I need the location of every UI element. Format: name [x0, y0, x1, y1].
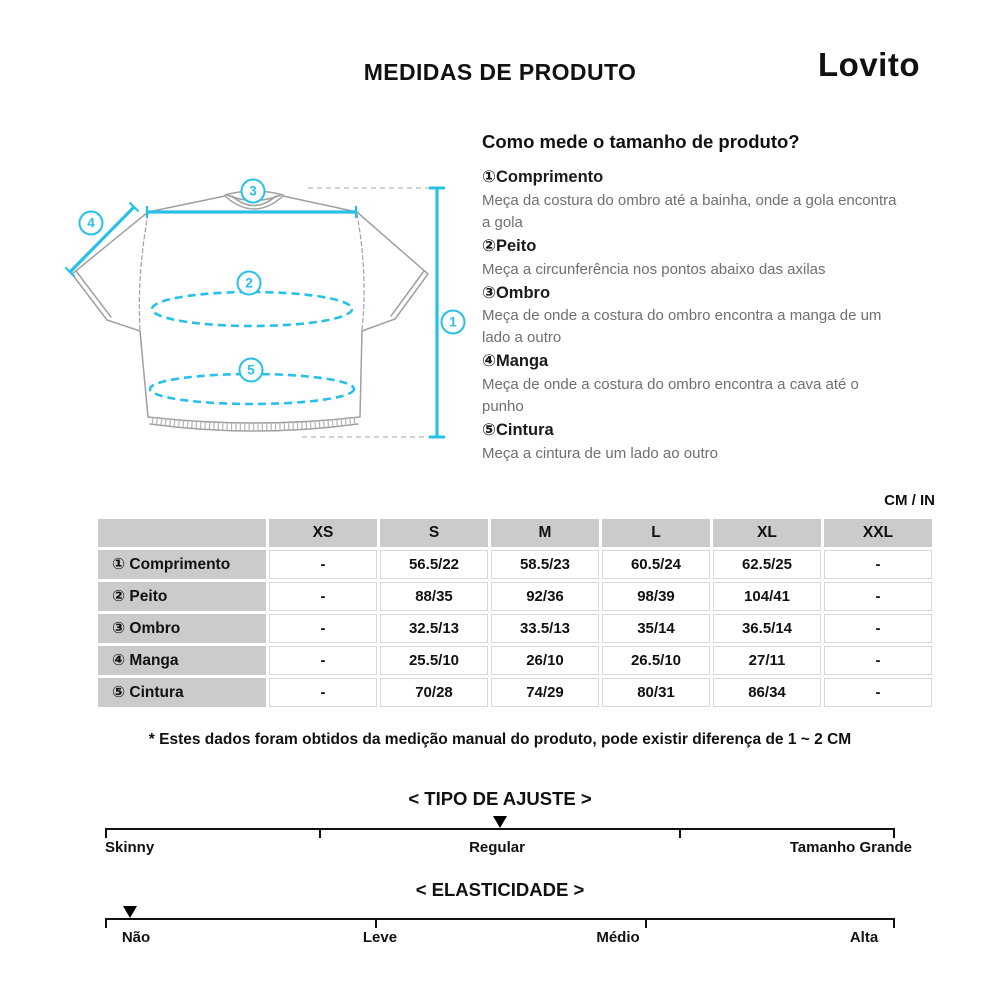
shoulder-callout-number: 3 — [249, 183, 257, 199]
size-value: 92/36 — [491, 582, 599, 611]
guide-item-peito — [482, 234, 902, 281]
guide-item-manga — [482, 349, 902, 418]
size-value: - — [824, 614, 932, 643]
guide-term: ①Comprimento — [482, 168, 604, 186]
column-header-s: S — [380, 519, 488, 547]
guide-term: ③Ombro — [482, 283, 551, 302]
size-value: 80/31 — [602, 678, 710, 707]
page-title: MEDIDAS DE PRODUTO — [363, 59, 637, 85]
column-header-m: M — [491, 519, 599, 547]
tshirt-diagram — [55, 170, 475, 455]
size-value: - — [269, 550, 377, 579]
guide-term: ⑤Cintura — [482, 421, 554, 440]
shoulder-callout — [242, 180, 265, 203]
size-value: 32.5/13 — [380, 614, 488, 643]
size-value: 70/28 — [380, 678, 488, 707]
size-value: 35/14 — [602, 614, 710, 643]
size-table — [95, 516, 935, 710]
elasticity-label-alta: Alta — [849, 929, 879, 946]
size-value: 60.5/24 — [602, 550, 710, 579]
sleeve-callout-number: 4 — [87, 215, 95, 231]
size-value: 88/35 — [380, 582, 488, 611]
guide-item-ombro — [482, 281, 902, 350]
table-header-row — [98, 519, 932, 547]
units-label: CM / IN — [884, 492, 935, 509]
table-row-ombro — [98, 614, 932, 643]
chest-callout-number: 2 — [245, 275, 253, 291]
fit-axis-tick — [893, 828, 895, 838]
size-value: 26.5/10 — [602, 646, 710, 675]
size-value: 26/10 — [491, 646, 599, 675]
table-row-peito — [98, 582, 932, 611]
guide-desc: Meça da costura do ombro até a bainha, onde a gola encontra a gola — [482, 191, 897, 231]
waist-callout-number: 5 — [247, 362, 255, 378]
size-value: 98/39 — [602, 582, 710, 611]
fit-label-regular: Regular — [469, 839, 525, 856]
size-value: 58.5/23 — [491, 550, 599, 579]
size-value: - — [269, 646, 377, 675]
elasticity-label-leve: Leve — [362, 929, 398, 946]
length-callout — [442, 311, 465, 334]
size-value: - — [824, 646, 932, 675]
column-header-xs: XS — [269, 519, 377, 547]
fit-axis-line — [105, 828, 895, 830]
size-value: - — [269, 582, 377, 611]
length-measure-line — [429, 188, 445, 437]
size-value: - — [824, 678, 932, 707]
elasticity-axis-tick — [105, 918, 107, 928]
size-value: 86/34 — [713, 678, 821, 707]
size-value: 36.5/14 — [713, 614, 821, 643]
fit-selected-marker — [493, 816, 507, 828]
fit-scale-title: < TIPO DE AJUSTE > — [408, 788, 592, 809]
guide-desc: Meça de onde a costura do ombro encontra a cava até o punho — [482, 376, 859, 416]
column-header-l: L — [602, 519, 710, 547]
size-value: 33.5/13 — [491, 614, 599, 643]
size-value: - — [824, 582, 932, 611]
size-value: - — [269, 678, 377, 707]
waist-callout — [240, 359, 263, 382]
elasticity-axis-tick — [375, 918, 377, 928]
elasticity-selected-marker — [123, 906, 137, 918]
guide-desc: Meça a cintura de um lado ao outro — [482, 445, 718, 463]
size-value: 62.5/25 — [713, 550, 821, 579]
fit-axis-tick — [105, 828, 107, 838]
guide-desc: Meça de onde a costura do ombro encontra a manga de um lado a outro — [482, 307, 882, 347]
tshirt-outline — [72, 191, 428, 431]
size-value: - — [824, 550, 932, 579]
row-label: ① Comprimento — [98, 550, 266, 579]
table-row-comprimento — [98, 550, 932, 579]
size-value: - — [269, 614, 377, 643]
sleeve-callout — [80, 212, 103, 235]
fit-label-tamanho-grande: Tamanho Grande — [789, 839, 912, 856]
guide-term: ④Manga — [482, 352, 549, 371]
elasticity-scale-title: < ELASTICIDADE > — [415, 879, 585, 900]
fit-axis-tick — [319, 828, 321, 838]
row-label: ② Peito — [98, 582, 266, 611]
elasticity-label-nao: Não — [121, 929, 151, 946]
guide-term: ②Peito — [482, 236, 537, 255]
fit-axis-tick — [679, 828, 681, 838]
guide-item-cintura — [482, 418, 902, 465]
elasticity-label-medio: Médio — [596, 929, 640, 946]
elasticity-axis-tick — [645, 918, 647, 928]
guide-item-comprimento — [482, 165, 902, 234]
footnote: * Estes dados foram obtidos da medição manual do produto, pode existir diferença de 1 ~ 2 CM — [148, 731, 852, 748]
column-header-blank — [98, 519, 266, 547]
size-value: 56.5/22 — [380, 550, 488, 579]
brand-logo: Lovito — [818, 46, 920, 83]
elasticity-axis-line — [105, 918, 895, 920]
chest-callout — [238, 272, 261, 295]
size-value: 74/29 — [491, 678, 599, 707]
table-row-cintura — [98, 678, 932, 707]
column-header-xxl: XXL — [824, 519, 932, 547]
guide-heading: Como mede o tamanho de produto? — [482, 131, 800, 152]
size-value: 27/11 — [713, 646, 821, 675]
column-header-xl: XL — [713, 519, 821, 547]
fit-label-skinny: Skinny — [105, 839, 155, 856]
elasticity-axis-tick — [893, 918, 895, 928]
row-label: ⑤ Cintura — [98, 678, 266, 707]
table-row-manga — [98, 646, 932, 675]
guide-desc: Meça a circunferência nos pontos abaixo das axilas — [482, 260, 826, 278]
length-callout-number: 1 — [449, 314, 457, 330]
row-label: ④ Manga — [98, 646, 266, 675]
elasticity-scale-axis — [105, 907, 895, 933]
measure-guide — [482, 131, 902, 465]
size-value: 104/41 — [713, 582, 821, 611]
row-label: ③ Ombro — [98, 614, 266, 643]
size-value: 25.5/10 — [380, 646, 488, 675]
